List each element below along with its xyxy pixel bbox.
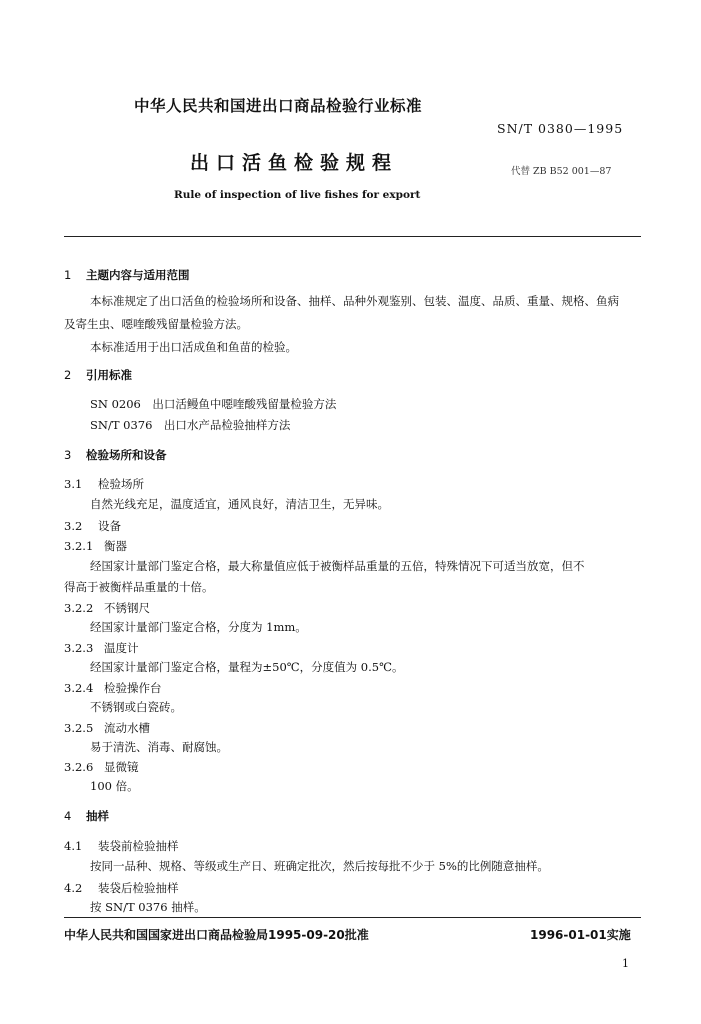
standard-number: SN/T 0380—1995 <box>497 121 624 136</box>
section-4-heading: 4 抽样 <box>64 809 109 823</box>
section-1-paragraph-1-line-1: 本标准规定了出口活鱼的检验场所和设备、抽样、品种外观鉴别、包装、温度、品质、重量、规格、鱼病 <box>90 294 619 308</box>
subsection-3-2-1-heading: 3.2.1 衡器 <box>64 539 127 553</box>
footer-divider <box>64 917 641 918</box>
subsection-3-2-6-text: 100 倍。 <box>90 779 139 793</box>
subsection-3-2-1-text-line-2: 得高于被衡样品重量的十倍。 <box>64 580 214 594</box>
subsection-3-2-5-text: 易于清洗、消毒、耐腐蚀。 <box>90 740 228 754</box>
reference-standard-2: SN/T 0376 出口水产品检验抽样方法 <box>90 418 291 432</box>
subsection-3-2-4-heading: 3.2.4 检验操作台 <box>64 681 162 695</box>
document-title: 出口活鱼检验规程 <box>190 152 399 174</box>
section-3-heading: 3 检验场所和设备 <box>64 448 167 462</box>
subsection-4-2-text: 按 SN/T 0376 抽样。 <box>90 900 206 914</box>
industry-standard-title: 中华人民共和国进出口商品检验行业标准 <box>134 97 423 115</box>
page-number: 1 <box>622 957 629 970</box>
english-title: Rule of inspection of live fishes for export <box>174 189 421 201</box>
subsection-3-2-2-text: 经国家计量部门鉴定合格，分度为 1mm。 <box>90 620 307 634</box>
section-1-heading: 1 主题内容与适用范围 <box>64 268 190 282</box>
reference-standard-1: SN 0206 出口活鳗鱼中噁喹酸残留量检验方法 <box>90 397 337 411</box>
subsection-3-2-1-text-line-1: 经国家计量部门鉴定合格，最大称量值应低于被衡样品重量的五倍，特殊情况下可适当放宽，但不 <box>90 559 585 573</box>
subsection-4-1-text: 按同一品种、规格、等级或生产日、班确定批次，然后按每批不少于 5%的比例随意抽样。 <box>90 859 549 873</box>
subsection-3-2-heading: 3.2 设备 <box>64 519 121 533</box>
subsection-3-2-5-heading: 3.2.5 流动水槽 <box>64 721 150 735</box>
subsection-3-1-heading: 3.1 检验场所 <box>64 477 144 491</box>
subsection-4-1-heading: 4.1 装袋前检验抽样 <box>64 839 179 853</box>
header-divider <box>64 236 641 237</box>
subsection-3-2-2-heading: 3.2.2 不锈钢尺 <box>64 601 150 615</box>
subsection-3-2-6-heading: 3.2.6 显微镜 <box>64 760 139 774</box>
subsection-3-2-3-heading: 3.2.3 温度计 <box>64 641 139 655</box>
subsection-3-2-4-text: 不锈钢或白瓷砖。 <box>90 700 182 714</box>
subsection-4-2-heading: 4.2 装袋后检验抽样 <box>64 881 179 895</box>
subsection-3-2-3-text: 经国家计量部门鉴定合格，量程为±50℃，分度值为 0.5℃。 <box>90 660 404 674</box>
section-1-paragraph-2: 本标准适用于出口活成鱼和鱼苗的检验。 <box>90 340 297 354</box>
implementation-date: 1996-01-01实施 <box>530 928 631 942</box>
subsection-3-1-text: 自然光线充足，温度适宜，通风良好，清洁卫生，无异味。 <box>90 497 389 511</box>
section-1-paragraph-1-line-2: 及寄生虫、噁喹酸残留量检验方法。 <box>64 317 248 331</box>
section-2-heading: 2 引用标准 <box>64 368 132 382</box>
approval-statement: 中华人民共和国国家进出口商品检验局1995-09-20批准 <box>64 928 369 942</box>
replaces-standard: 代替 ZB B52 001—87 <box>511 166 612 177</box>
